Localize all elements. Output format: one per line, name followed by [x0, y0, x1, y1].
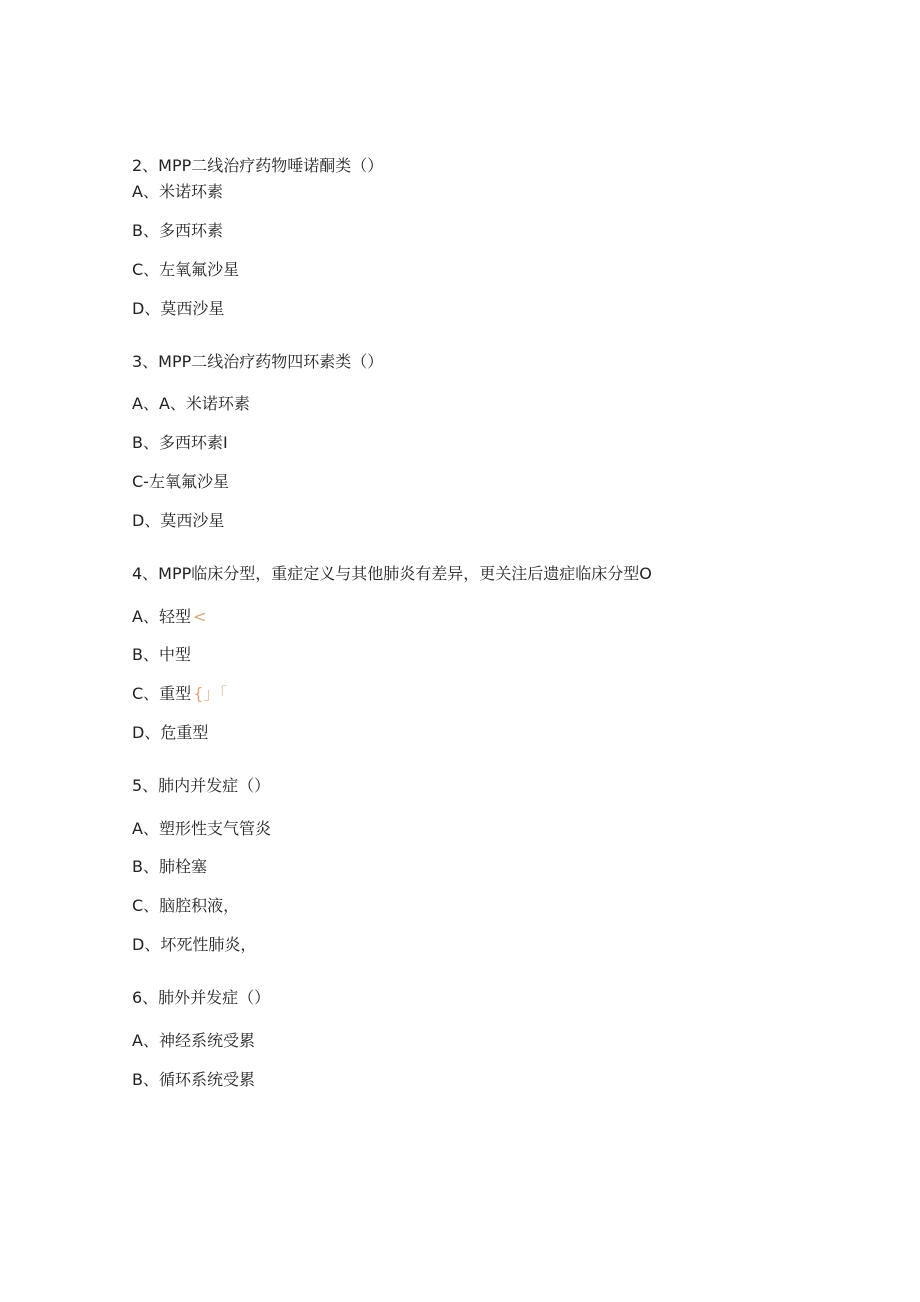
question-3-option-b: B、多西环素I — [132, 433, 228, 452]
question-5-option-b: B、肺栓塞 — [132, 857, 207, 876]
question-5-option-d: D、坏死性肺炎， — [132, 935, 257, 954]
question-2-option-a: A、米诺环素 — [132, 182, 223, 201]
question-5-option-c: C、脑腔积液， — [132, 896, 240, 915]
question-2-option-c: C、左氧氟沙星 — [132, 260, 240, 279]
question-4-stem: 4、MPP临床分型，重症定义与其他肺炎有差异，更关注后遗症临床分型O — [132, 564, 652, 583]
stray-mark-c: {」「 — [193, 684, 228, 703]
question-5-option-a: A、塑形性支气管炎 — [132, 819, 271, 838]
question-6-stem: 6、肺外并发症（） — [132, 988, 271, 1007]
question-3-option-c: C-左氧氟沙星 — [132, 472, 229, 491]
question-2-option-b: B、多西环素 — [132, 221, 223, 240]
question-5-stem: 5、肺内并发症（） — [132, 776, 271, 795]
question-2-stem: 2、MPP二线治疗药物唾诺酮类（） — [132, 156, 384, 175]
question-4-option-c: C、重型 — [132, 684, 192, 703]
question-2-option-d: D、莫西沙星 — [132, 299, 225, 318]
question-4-option-b: B、中型 — [132, 645, 191, 664]
question-6-option-b: B、循环系统受累 — [132, 1070, 255, 1089]
question-6-option-a: A、神经系统受累 — [132, 1031, 255, 1050]
question-3-option-a: A、A、米诺环素 — [132, 394, 250, 413]
stray-mark-a: < — [192, 607, 207, 626]
question-3-option-d: D、莫西沙星 — [132, 511, 225, 530]
question-4-option-a: A、轻型 — [132, 607, 191, 626]
question-4-option-c-row — [132, 684, 227, 704]
question-3-stem: 3、MPP二线治疗药物四环素类（） — [132, 352, 384, 371]
question-4-option-d: D、危重型 — [132, 723, 209, 742]
question-4-option-a-row — [132, 607, 206, 627]
